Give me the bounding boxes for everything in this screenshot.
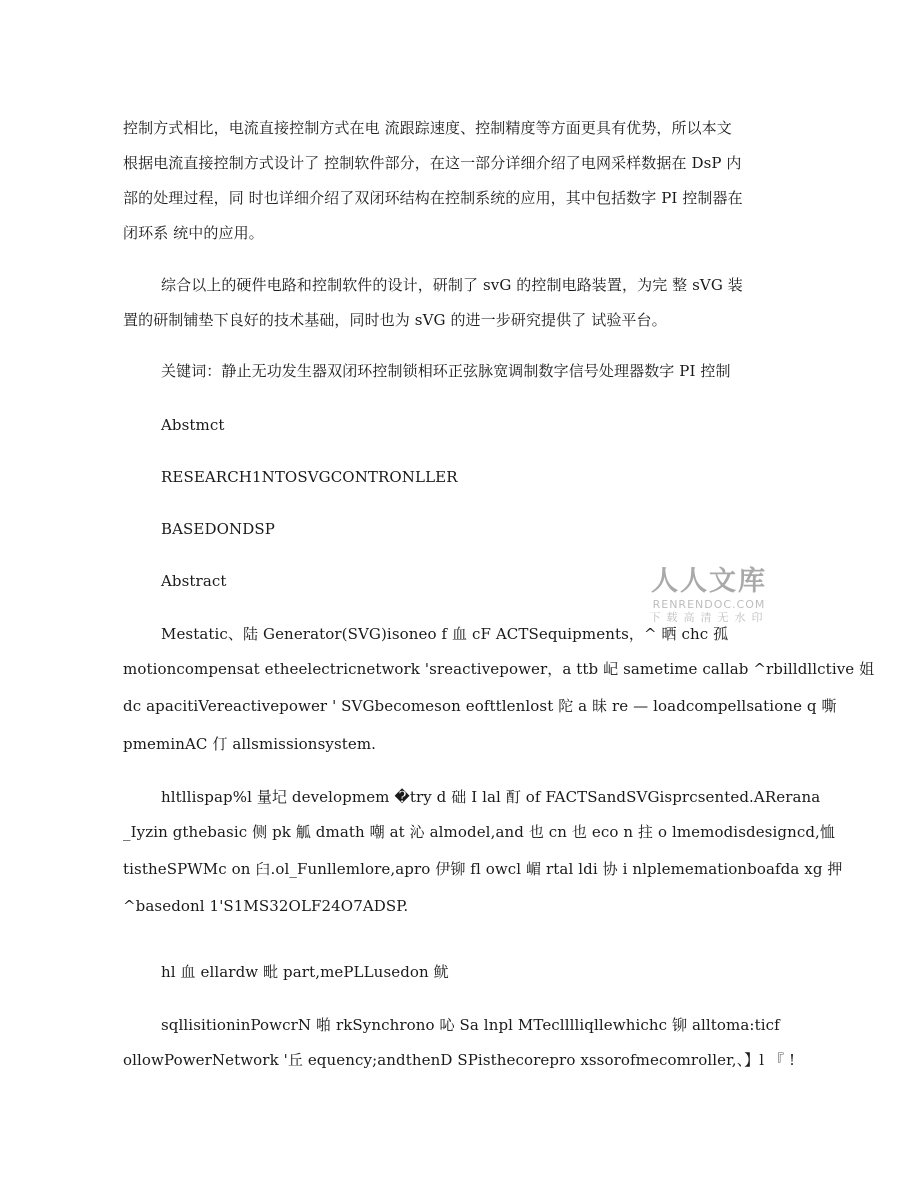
text-line: 综合以上的硬件电路和控制软件的设计，研制了 svG 的控制电路装置，为完 整 sVG 装 (161, 276, 743, 294)
heading-abstract: Abstract (161, 572, 227, 590)
text-line: pmeminAC 仃 allsmissionsystem. (123, 735, 377, 753)
text-line: dc apacitiVereactivepower ' SVGbecomeson eofttlenlost 陀 a 昧 re — loadcompellsatione q 嘶 (123, 697, 837, 715)
watermark-url: RENRENDOC.COM (652, 598, 766, 611)
keywords-line: 关键词：静止无功发生器双闭环控制锁相环正弦脉宽调制数字信号处理器数字 PI 控制 (161, 362, 731, 380)
text-line: motioncompensat etheelectricnetwork 'sreactivepower，a ttb 屺 sametime callab ^rbilldllctive 姐 (123, 660, 875, 678)
text-line: tistheSPWMc on 臼.ol_Funllemlore,apro 伊铆 fl owcl 嵋 rtal ldi 协 i nlplememationboafda xg 押 (123, 860, 843, 878)
text-line: hl 血 ellardw 毗 part,mePLLusedon 鱿 (161, 963, 449, 981)
text-line: 控制方式相比，电流直接控制方式在电 流跟踪速度、控制精度等方面更具有优势，所以本文 (123, 119, 732, 137)
text-line: 闭环系 统中的应用。 (123, 224, 264, 242)
text-line: _Iyzin gthebasic 侧 pk 觚 dmath 嘲 at 沁 almodel,and 也 cn 也 eco n 拄 o lmemodisdesigncd,恤 (123, 823, 836, 841)
watermark-slogan: 下载高清无水印 (649, 611, 769, 624)
text-line: sqllisitioninPowcrN 啪 rkSynchrono 吣 Sa lnpl MTeclllliqllewhichc 铆 alltoma:ticf (161, 1016, 780, 1034)
text-line: Mestatic、陆 Generator(SVG)isoneo f 血 cF ACTSequipments，^ 晒 chc 孤 (161, 625, 729, 643)
text-line: 部的处理过程，同 时也详细介绍了双闭环结构在控制系统的应用，其中包括数字 PI 控制器在 (123, 189, 743, 207)
text-line: 置的研制铺垫下良好的技术基础，同时也为 sVG 的进一步研究提供了 试验平台。 (123, 311, 667, 329)
watermark-title: 人人文库 (651, 566, 767, 597)
english-title-line-2: BASEDONDSP (161, 520, 275, 538)
text-line: ^basedonl 1'S1MS32OLF24O7ADSP. (123, 897, 409, 915)
english-title-line-1: RESEARCH1NTOSVGCONTRONLLER (161, 468, 458, 486)
text-line: hltllispap%l 量圮 developmem �try d 础 I lal 酊 of FACTSandSVGisprcsented.ARerana (161, 788, 821, 806)
heading-abstmct: Abstmct (161, 416, 225, 434)
text-line: 根据电流直接控制方式设计了 控制软件部分，在这一部分详细介绍了电网采样数据在 DsP 内 (123, 154, 742, 172)
text-line: ollowPowerNetwork '丘 equency;andthenD SPisthecorepro xssorofmecomroller,、】l 『 ! (123, 1051, 796, 1069)
watermark-logo (644, 566, 774, 625)
